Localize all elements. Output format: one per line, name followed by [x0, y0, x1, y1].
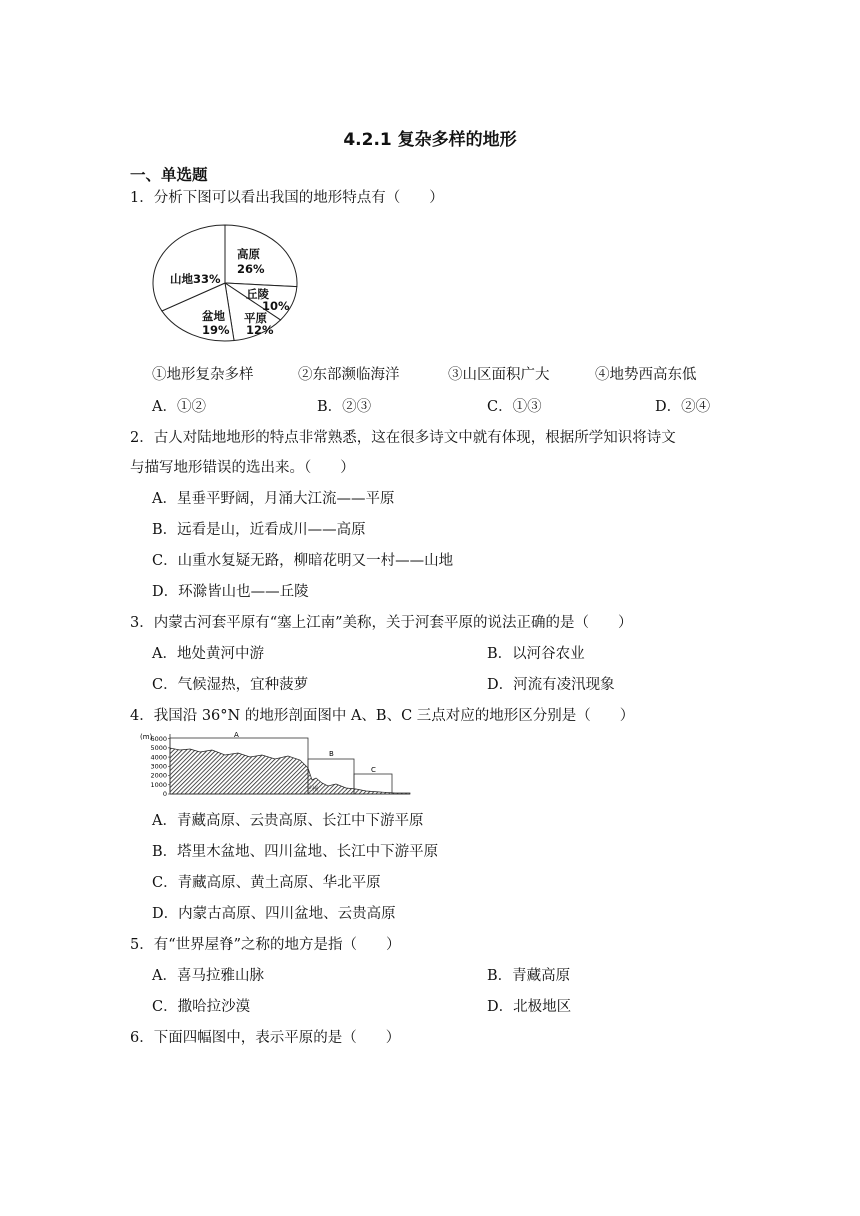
q5-option-c[interactable]: C．撒哈拉沙漠: [152, 999, 251, 1015]
pie-label-plain: 平原: [244, 311, 267, 325]
pie-slice-0: [225, 225, 297, 287]
q1-option-b[interactable]: B．②③: [317, 399, 372, 415]
profile-ytick-label: 3000: [150, 762, 167, 771]
pie-value-plain: 12%: [246, 323, 274, 337]
question-2-stem-line1: 2．古人对陆地地形的特点非常熟悉，这在很多诗文中就有体现，根据所学知识将诗文: [130, 430, 676, 446]
q2-option-d[interactable]: D．环滁皆山也——丘陵: [152, 584, 309, 600]
page-title: 4.2.1 复杂多样的地形: [343, 130, 517, 150]
profile-ytick-label: 4000: [150, 753, 167, 762]
profile-label-c: C: [371, 766, 376, 774]
q5-option-b[interactable]: B．青藏高原: [487, 968, 571, 984]
question-6-stem: 6．下面四幅图中，表示平原的是（ ）: [130, 1030, 401, 1046]
profile-ytick-label: 6000: [150, 734, 167, 743]
q1-statement-4: ④地势西高东低: [595, 367, 697, 383]
pie-value-plateau: 26%: [237, 262, 265, 276]
profile-annotation: 兰州: [306, 786, 319, 793]
terrain-pie-chart: [150, 220, 300, 345]
q4-option-a[interactable]: A．青藏高原、云贵高原、长江中下游平原: [152, 813, 424, 829]
q1-option-d[interactable]: D．②④: [655, 399, 711, 415]
q5-option-d[interactable]: D．北极地区: [487, 999, 572, 1015]
profile-ytick-label: 1000: [150, 780, 167, 789]
q1-statement-2: ②东部濒临海洋: [298, 367, 400, 383]
q3-option-b[interactable]: B．以河谷农业: [487, 646, 585, 662]
q1-option-c[interactable]: C．①③: [487, 399, 542, 415]
pie-value-hill: 10%: [262, 299, 290, 313]
q1-statement-1: ①地形复杂多样: [152, 367, 254, 383]
q2-option-c[interactable]: C．山重水复疑无路，柳暗花明又一村——山地: [152, 553, 454, 569]
question-2-stem-line2: 与描写地形错误的选出来。（ ）: [130, 460, 355, 476]
profile-y-ticks: [150, 735, 170, 798]
pie-label-basin: 盆地: [202, 309, 225, 323]
q1-statement-3: ③山区面积广大: [448, 367, 550, 383]
profile-label-a: A: [234, 731, 239, 739]
pie-value-basin: 19%: [202, 323, 230, 337]
question-4-stem: 4．我国沿 36°N 的地形剖面图中 A、B、C 三点对应的地形区分别是（ ）: [130, 708, 635, 724]
question-5-stem: 5．有“世界屋脊”之称的地方是指（ ）: [130, 937, 401, 953]
pie-label-hill: 丘陵: [246, 287, 269, 301]
section-heading: 一、单选题: [130, 166, 208, 184]
profile-ytick-label: 2000: [150, 771, 167, 780]
q2-option-b[interactable]: B．远看是山，近看成川——高原: [152, 522, 366, 538]
q2-option-a[interactable]: A．星垂平野阔，月涌大江流——平原: [152, 491, 395, 507]
profile-label-b: B: [329, 750, 334, 758]
q5-option-a[interactable]: A．喜马拉雅山脉: [152, 968, 264, 984]
question-3-stem: 3．内蒙古河套平原有“塞上江南”美称，关于河套平原的说法正确的是（ ）: [130, 615, 633, 631]
q4-option-d[interactable]: D．内蒙古高原、四川盆地、云贵高原: [152, 906, 396, 922]
pie-label-mountain: 山地33%: [170, 272, 221, 286]
q3-option-d[interactable]: D．河流有凌汛现象: [487, 677, 615, 693]
q1-option-a[interactable]: A．①②: [152, 399, 206, 415]
terrain-profile-chart: [140, 728, 420, 800]
question-1-stem: 1．分析下图可以看出我国的地形特点有（ ）: [130, 190, 444, 206]
profile-ytick-label: 0: [162, 790, 167, 799]
pie-label-plateau: 高原: [237, 247, 260, 261]
q4-option-b[interactable]: B．塔里木盆地、四川盆地、长江中下游平原: [152, 844, 439, 860]
q4-option-c[interactable]: C．青藏高原、黄土高原、华北平原: [152, 875, 381, 891]
profile-y-unit: (m): [140, 733, 153, 741]
profile-ytick-label: 5000: [150, 744, 167, 753]
q3-option-c[interactable]: C．气候湿热，宜种菠萝: [152, 677, 309, 693]
q3-option-a[interactable]: A．地处黄河中游: [152, 646, 264, 662]
